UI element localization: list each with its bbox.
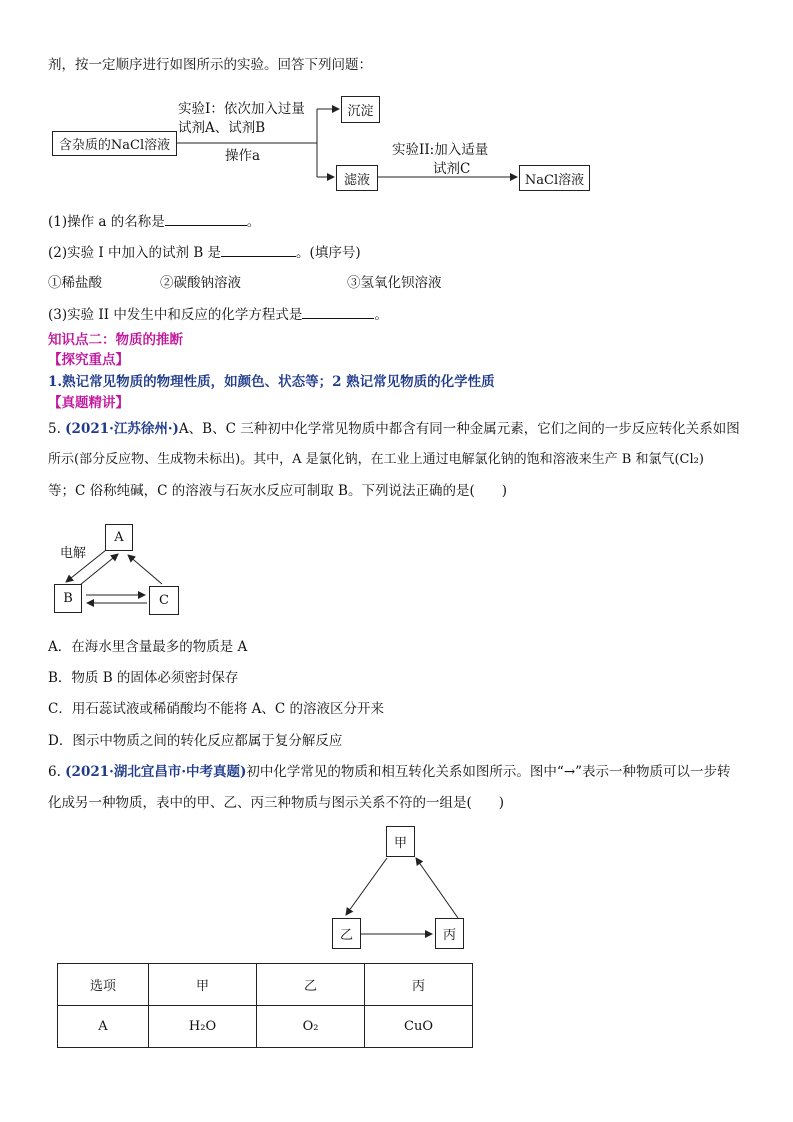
problem-5-line-1	[48, 420, 740, 438]
table-header-row	[58, 964, 473, 1006]
question-1	[48, 212, 260, 231]
problem-6-source: (2021·湖北宜昌市·中考真题)	[65, 764, 247, 780]
electrolysis-label: 电解	[60, 546, 87, 561]
option-1: ①稀盐酸	[48, 275, 102, 291]
node-yi: 乙	[332, 918, 361, 949]
node-bing: 丙	[435, 918, 464, 949]
explore-body: 1.熟记常见物质的物理性质，如颜色、状态等；2 熟记常见物质的化学性质	[48, 374, 495, 390]
node-jia: 甲	[386, 826, 415, 857]
node-b: B	[54, 584, 82, 613]
table-cell: CuO	[365, 1006, 473, 1048]
question-2-suffix: 。(填序号)	[296, 245, 361, 261]
problem-5-source: (2021·江苏徐州·)	[65, 421, 179, 437]
choice-b[interactable]: B．物质 B 的固体必须密封保存	[48, 670, 239, 686]
flow-start-box: 含杂质的NaCl溶液	[52, 131, 177, 156]
explore-heading: 【探究重点】	[48, 352, 129, 368]
problem-6-line-2: 化成另一种物质，表中的甲、乙、丙三种物质与图示关系不符的一组是( )	[48, 795, 505, 811]
intro-text: 剂，按一定顺序进行如图所示的实验。回答下列问题：	[48, 57, 372, 73]
table-header-cell: 甲	[149, 964, 257, 1006]
problem-6-line-1	[48, 763, 731, 781]
problem-6-text-1: 初中化学常见的物质和相互转化关系如图所示。图中“→”表示一种物质可以一步转	[246, 764, 731, 780]
problem-5-number: 5.	[48, 421, 66, 437]
option-3: ③氢氧化钡溶液	[347, 275, 442, 291]
problem-5-text-1: A、B、C 三种初中化学常见物质中都含有同一种金属元素，它们之间的一步反应转化关系如图	[178, 421, 740, 437]
table-cell: H₂O	[149, 1006, 257, 1048]
node-a: A	[105, 524, 133, 551]
flow-exp1-label-2: 试剂A、试剂B	[178, 120, 266, 136]
real-heading: 【真题精讲】	[48, 395, 129, 411]
problem-5-line-3: 等；C 俗称纯碱，C 的溶液与石灰水反应可制取 B。下列说法正确的是( )	[48, 483, 507, 499]
flow-exp1-label-1: 实验I：依次加入过量	[178, 101, 305, 117]
flow-filtrate-box: 滤液	[336, 165, 378, 191]
flow-exp2-label-1: 实验II:加入适量	[392, 142, 489, 158]
question-3-text: (3)实验 II 中发生中和反应的化学方程式是	[48, 307, 303, 323]
flow-op-a-label: 操作a	[225, 148, 261, 164]
table-header-cell: 选项	[58, 964, 149, 1006]
choice-d[interactable]: D．图示中物质之间的转化反应都属于复分解反应	[48, 733, 343, 749]
choice-a[interactable]: A．在海水里含量最多的物质是 A	[48, 639, 248, 655]
question-3	[48, 305, 388, 324]
table-cell: A	[58, 1006, 149, 1048]
table-header-cell: 丙	[365, 964, 473, 1006]
options-table	[57, 963, 473, 1048]
problem-5-line-2: 所示(部分反应物、生成物未标出)。其中，A 是氯化钠，在工业上通过电解氯化钠的饱和溶液来生产 B 和氯气(Cl₂)	[48, 452, 704, 467]
flow-exp2-label-2: 试剂C	[433, 161, 471, 177]
question-3-suffix: 。	[374, 307, 388, 323]
table-row	[58, 1006, 473, 1048]
node-c: C	[149, 586, 179, 615]
section-title: 知识点二：物质的推断	[48, 332, 183, 348]
answer-blank-1[interactable]	[165, 212, 247, 226]
question-1-text: (1)操作 a 的名称是	[48, 214, 165, 230]
problem-6-number: 6.	[48, 764, 66, 780]
option-2: ②碳酸钠溶液	[160, 275, 241, 291]
question-1-suffix: 。	[246, 214, 261, 230]
flow-precipitate-box: 沉淀	[341, 96, 380, 123]
table-cell: O₂	[257, 1006, 365, 1048]
choice-c[interactable]: C．用石蕊试液或稀硝酸均不能将 A、C 的溶液区分开来	[48, 701, 384, 717]
answer-blank-2[interactable]	[221, 243, 296, 257]
flow-product-box: NaCl溶液	[519, 165, 590, 191]
question-2	[48, 243, 361, 262]
table-header-cell: 乙	[257, 964, 365, 1006]
answer-blank-3[interactable]	[302, 305, 374, 319]
question-2-text: (2)实验 I 中加入的试剂 B 是	[48, 245, 222, 261]
